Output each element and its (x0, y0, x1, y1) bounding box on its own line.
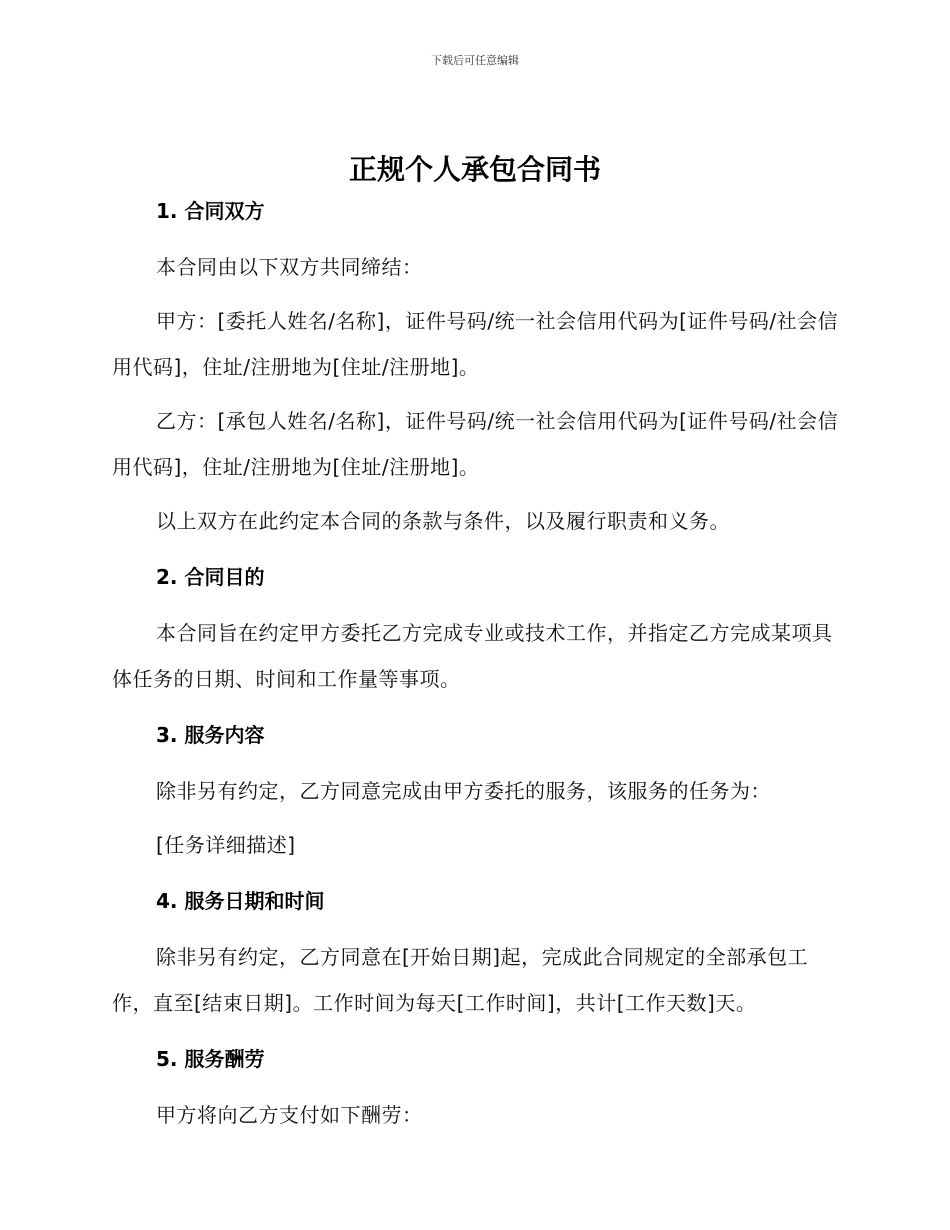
section-heading: 2. 合同目的 (156, 565, 265, 589)
paragraph: 除非另有约定，乙方同意完成由甲方委托的服务，该服务的任务为： (156, 779, 771, 803)
section-heading: 3. 服务内容 (156, 723, 265, 747)
paragraph: 以上双方在此约定本合同的条款与条件，以及履行职责和义务。 (156, 509, 730, 533)
paragraph: [任务详细描述] (156, 833, 296, 857)
paragraph: 本合同旨在约定甲方委托乙方完成专业或技术工作，并指定乙方完成某项具体任务的日期、时间和工作量等事项。 (112, 621, 833, 691)
paragraph: 乙方：[承包人姓名/名称]，证件号码/统一社会信用代码为[证件号码/社会信用代码]，住址/注册地为[住址/注册地]。 (112, 409, 839, 479)
document-title: 正规个人承包合同书 (348, 153, 601, 186)
section-heading: 4. 服务日期和时间 (156, 889, 325, 913)
section-heading: 1. 合同双方 (156, 199, 265, 223)
paragraph: 本合同由以下双方共同缔结： (156, 255, 423, 279)
header-note: 下载后可任意编辑 (431, 54, 519, 67)
paragraph: 甲方：[委托人姓名/名称]，证件号码/统一社会信用代码为[证件号码/社会信用代码]，住址/注册地为[住址/注册地]。 (112, 309, 839, 379)
paragraph: 甲方将向乙方支付如下酬劳： (156, 1103, 423, 1127)
paragraph: 除非另有约定，乙方同意在[开始日期]起，完成此合同规定的全部承包工作，直至[结束日期]。工作时间为每天[工作时间]，共计[工作天数]天。 (112, 945, 809, 1015)
document-body (112, 194, 840, 1138)
section-heading: 5. 服务酬劳 (156, 1047, 265, 1071)
